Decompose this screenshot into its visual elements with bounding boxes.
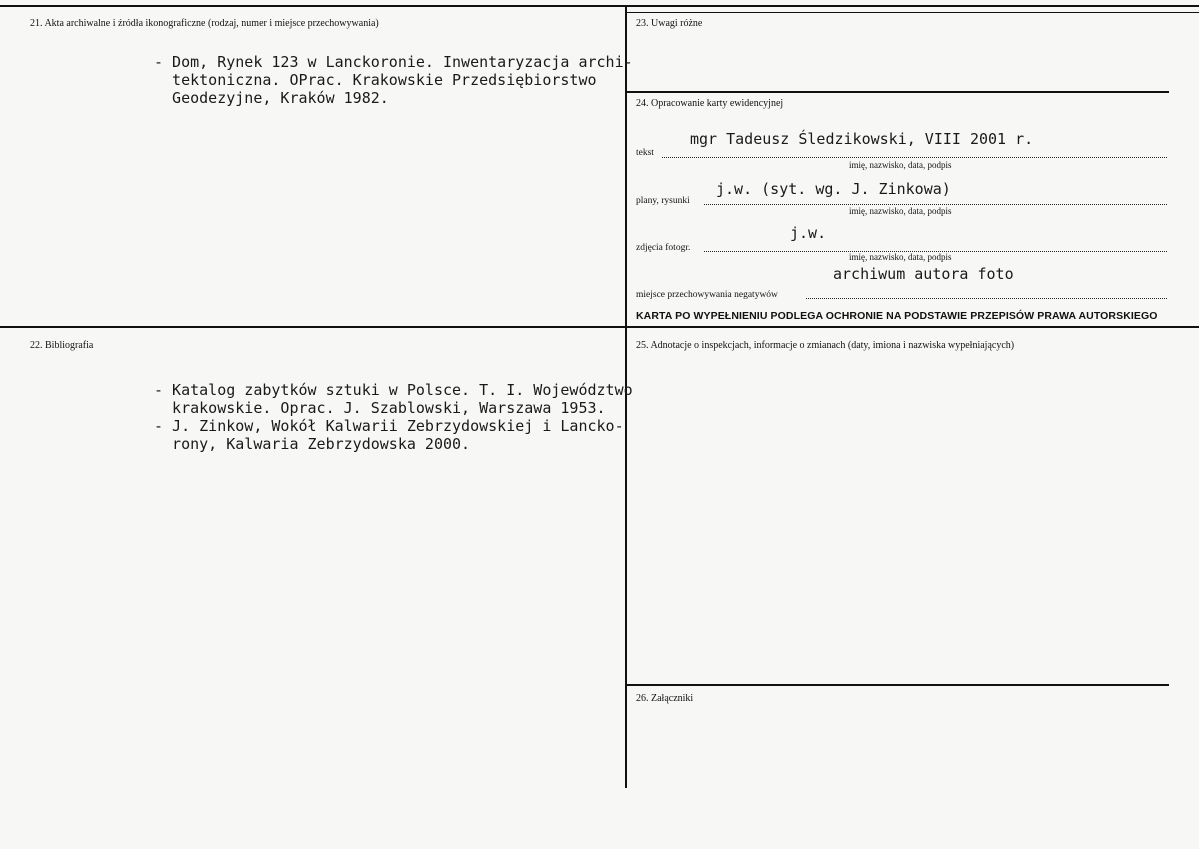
section-22-entry-4: rony, Kalwaria Zebrzydowska 2000. bbox=[154, 435, 471, 453]
section-24-title: 24. Opracowanie karty ewidencyjnej bbox=[636, 98, 784, 109]
field-negatives-dotted-line bbox=[806, 298, 1167, 299]
section-22-entry-3: - J. Zinkow, Wokół Kalwarii Zebrzydowskiej i Lancko- bbox=[154, 417, 624, 435]
copyright-notice: KARTA PO WYPEŁNIENIU PODLEGA OCHRONIE NA PODSTAWIE PRZEPISÓW PRAWA AUTORSKIEGO bbox=[636, 310, 1158, 322]
field-text-value: mgr Tadeusz Śledzikowski, VIII 2001 r. bbox=[690, 130, 1034, 148]
section-21-entry-2: tektoniczna. OPrac. Krakowskie Przedsiębiorstwo bbox=[154, 71, 597, 89]
section-22-entry-1: - Katalog zabytków sztuki w Polsce. T. I. Województwo bbox=[154, 381, 633, 399]
section-24-top-rule bbox=[627, 91, 1169, 93]
section-21-entry-3: Geodezyjne, Kraków 1982. bbox=[154, 89, 389, 107]
field-text-label: tekst bbox=[636, 148, 654, 158]
section-22-title: 22. Bibliografia bbox=[30, 340, 94, 351]
field-plans-value: j.w. (syt. wg. J. Zinkowa) bbox=[716, 180, 951, 198]
field-negatives-label: miejsce przechowywania negatywów bbox=[636, 290, 778, 300]
field-negatives-value: archiwum autora foto bbox=[833, 265, 1014, 283]
field-plans-label: plany, rysunki bbox=[636, 196, 690, 206]
section-26-top-rule bbox=[627, 684, 1169, 686]
section-25-title: 25. Adnotacje o inspekcjach, informacje o zmianach (daty, imiona i nazwiska wypełniających) bbox=[636, 340, 1015, 351]
middle-rule bbox=[0, 326, 1199, 328]
field-photos-label: zdjęcia fotogr. bbox=[636, 243, 691, 253]
section-21-entry-1: - Dom, Rynek 123 w Lanckoronie. Inwentaryzacja archi- bbox=[154, 53, 633, 71]
field-text-caption: imię, nazwisko, data, podpis bbox=[849, 160, 952, 170]
field-text-dotted-line bbox=[662, 157, 1167, 158]
field-plans-dotted-line bbox=[704, 204, 1167, 205]
section-22-entry-2: krakowskie. Oprac. J. Szablowski, Warszawa 1953. bbox=[154, 399, 606, 417]
top-border-right bbox=[627, 12, 1199, 13]
section-21-title: 21. Akta archiwalne i źródła ikonograficzne (rodzaj, numer i miejsce przechowywania) bbox=[30, 18, 379, 29]
field-plans-caption: imię, nazwisko, data, podpis bbox=[849, 206, 952, 216]
top-border bbox=[0, 5, 1199, 7]
section-23-title: 23. Uwagi różne bbox=[636, 18, 703, 29]
section-26-title: 26. Załączniki bbox=[636, 693, 694, 704]
field-photos-value: j.w. bbox=[790, 224, 827, 242]
field-photos-caption: imię, nazwisko, data, podpis bbox=[849, 252, 952, 262]
